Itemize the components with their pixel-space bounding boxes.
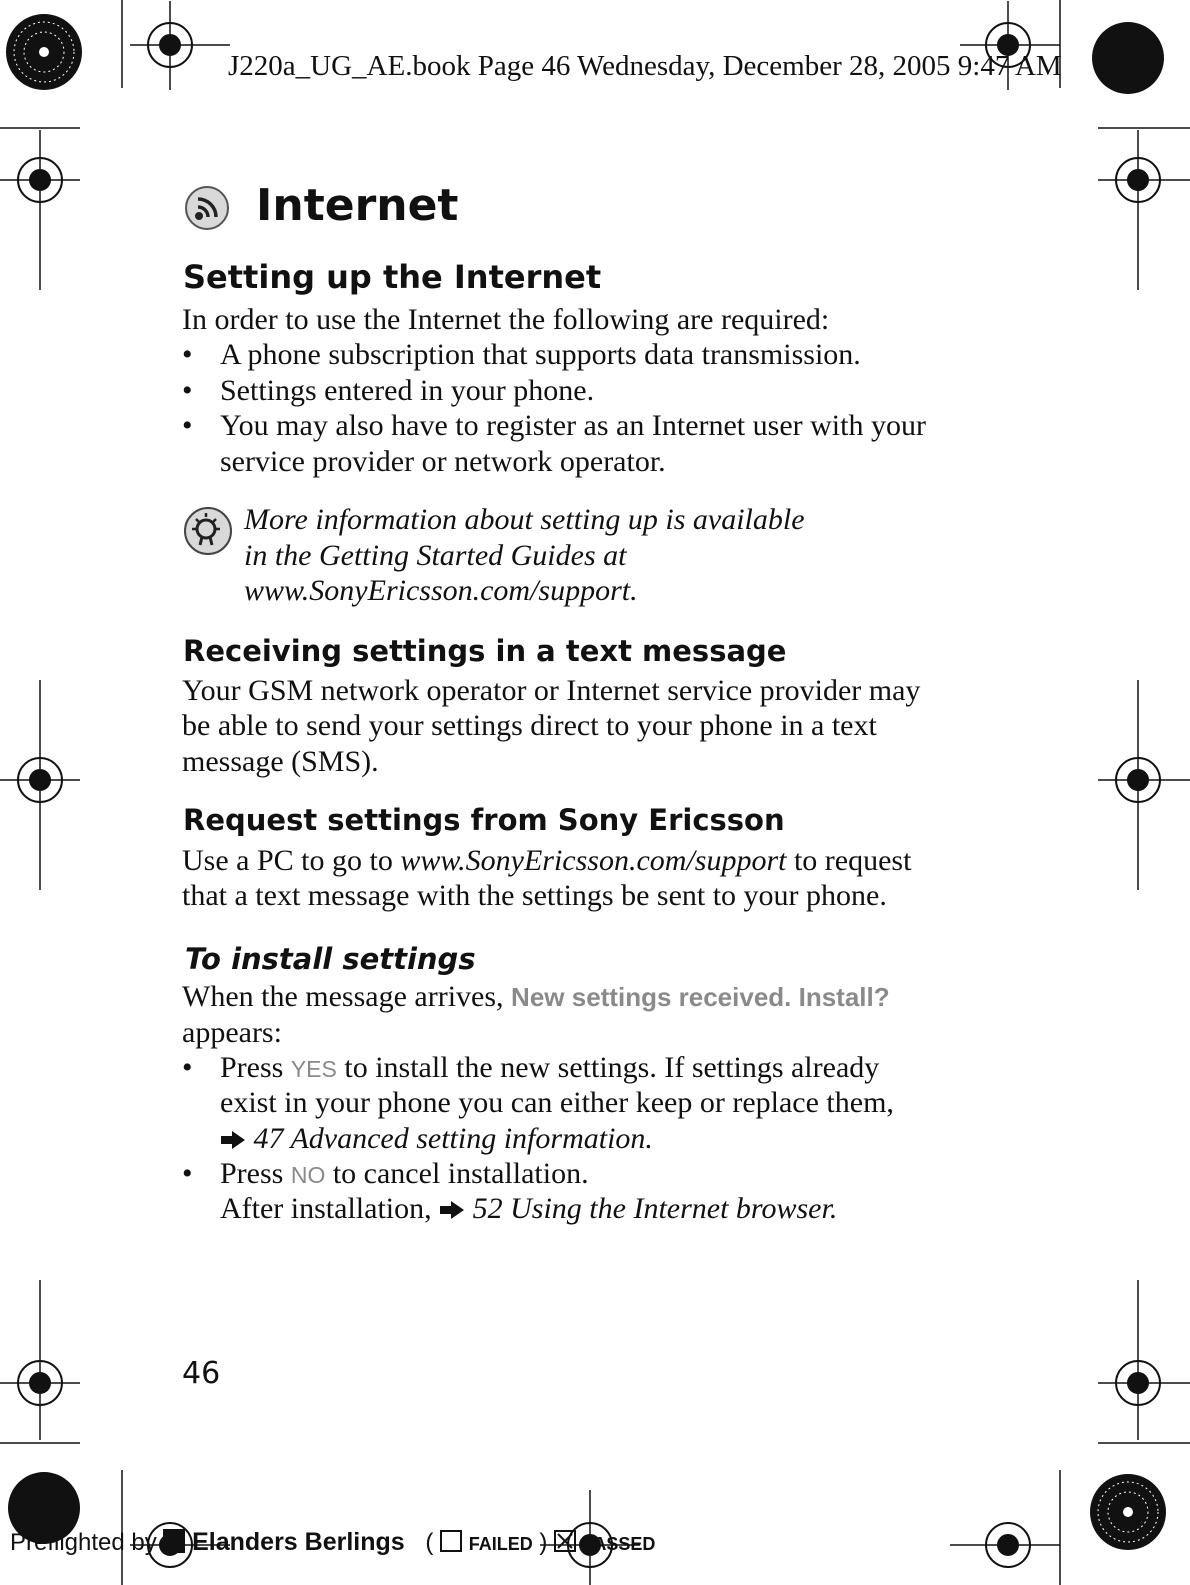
yes-key-label: YES xyxy=(290,1056,337,1082)
list-item: • You may also have to register as an Internet user with your service provider or network operator. xyxy=(182,409,926,478)
list-item: • Settings entered in your phone. xyxy=(182,374,595,407)
tip-line: in the Getting Started Guides at xyxy=(244,539,627,572)
tip-line: More information about setting up is available xyxy=(244,503,805,536)
list-item-continuation: exist in your phone you can either keep or replace them, xyxy=(220,1086,894,1119)
tip-lightbulb-icon xyxy=(182,505,234,557)
arrow-right-icon xyxy=(220,1130,246,1150)
checkbox-empty-icon xyxy=(440,1530,462,1552)
arrow-right-icon xyxy=(439,1200,465,1220)
paragraph-line: Use a PC to go to www.SonyEricsson.com/support to request xyxy=(182,844,912,877)
paragraph-line: message (SMS). xyxy=(182,745,379,778)
paragraph-line: When the message arrives, New settings received. Install? xyxy=(182,980,890,1013)
paragraph-line: be able to send your settings direct to your phone in a text xyxy=(182,709,877,742)
list-item-continuation: After installation, 52 Using the Internet browser. xyxy=(220,1192,838,1225)
checkbox-checked-icon xyxy=(554,1530,576,1552)
paragraph-line: appears: xyxy=(182,1016,282,1049)
tip-link[interactable]: www.SonyEricsson.com/support. xyxy=(244,574,638,607)
brand-logo-icon xyxy=(163,1529,185,1553)
list-item: • Press NO to cancel installation. xyxy=(182,1157,589,1190)
running-header: J220a_UG_AE.book Page 46 Wednesday, December 28, 2005 9:47 AM xyxy=(228,50,1062,82)
paragraph-line: that a text message with the settings be sent to your phone. xyxy=(182,879,887,912)
chapter-title: Internet xyxy=(256,180,459,231)
list-item: • A phone subscription that supports data transmission. xyxy=(182,338,861,371)
paragraph-line: Your GSM network operator or Internet service provider may xyxy=(182,674,921,707)
preflight-stamp: Preflighted by Elanders Berlings ( FAILED ) PASSED xyxy=(10,1528,656,1556)
setup-intro: In order to use the Internet the following are required: xyxy=(182,303,830,336)
cross-reference[interactable]: 47 Advanced setting information. xyxy=(182,1121,1012,1157)
screen-text: New settings received. Install? xyxy=(511,982,890,1012)
section-heading-setup: Setting up the Internet xyxy=(183,258,602,296)
cross-reference[interactable]: 52 Using the Internet browser. xyxy=(472,1192,838,1225)
section-heading-install: To install settings xyxy=(185,942,476,976)
list-item: • Press YES to install the new settings. If settings already xyxy=(182,1051,880,1084)
section-heading-receiving: Receiving settings in a text message xyxy=(183,634,787,668)
page-number: 46 xyxy=(182,1356,221,1391)
support-link[interactable]: www.SonyEricsson.com/support xyxy=(400,844,787,877)
internet-globe-icon xyxy=(184,185,230,231)
section-heading-request: Request settings from Sony Ericsson xyxy=(183,803,785,837)
no-key-label: NO xyxy=(290,1162,326,1188)
